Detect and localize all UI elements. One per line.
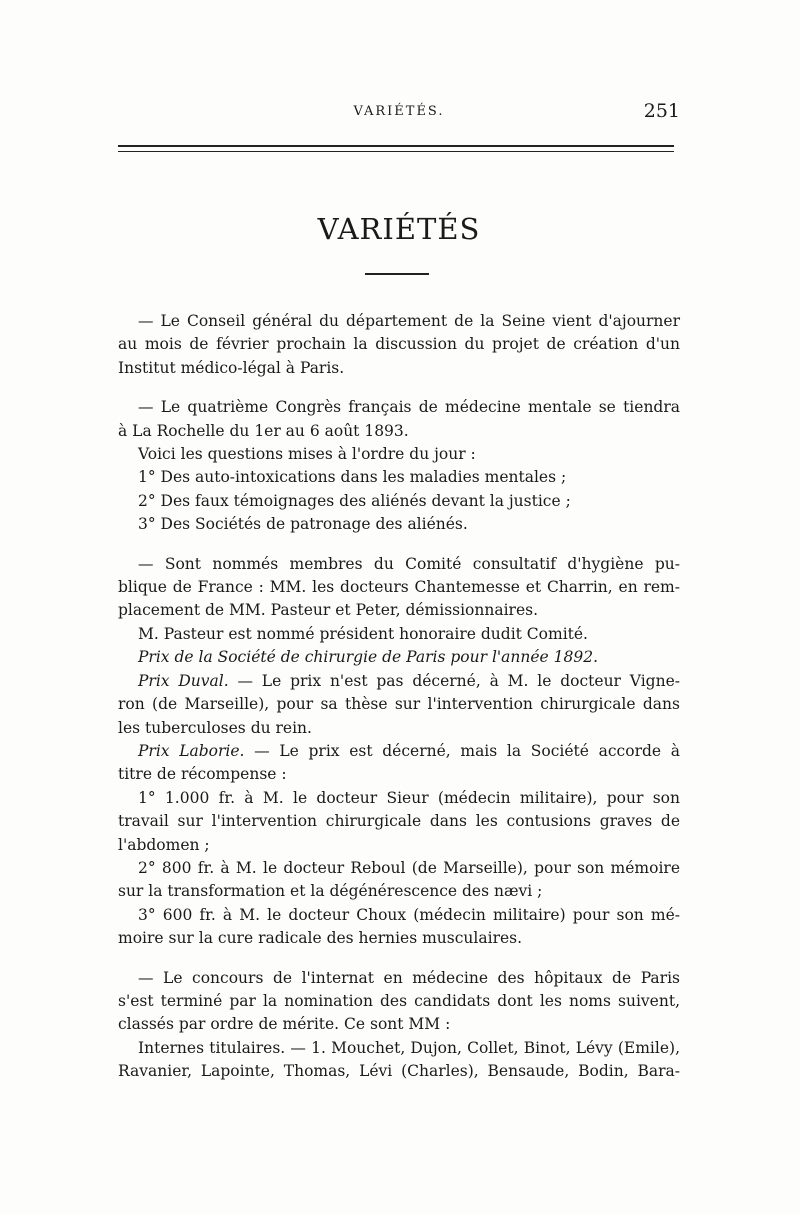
text-line: — Le quatrième Congrès français de médecine mentale se tiendra: [138, 398, 680, 417]
prize-name: Prix Duval.: [138, 671, 229, 690]
text-line: M. Pasteur est nommé président honoraire dudit Comité.: [138, 624, 588, 643]
text-line: Institut médico-légal à Paris.: [118, 358, 345, 377]
text-line: — Le concours de l'internat en médecine des hôpitaux de Paris: [138, 968, 680, 987]
text-line: blique de France : MM. les docteurs Chantemesse et Charrin, en rem-: [118, 578, 680, 597]
header-rule-thick: [118, 145, 674, 147]
prize-heading: Prix de la Société de chirurgie de Paris pour l'année 1892.: [138, 648, 599, 667]
text-fragment: — Le prix est décerné, mais la Société accorde à: [244, 741, 680, 760]
text-line: s'est terminé par la nomination des candidats dont les noms suivent,: [118, 991, 680, 1010]
text-line: à La Rochelle du 1er au 6 août 1893.: [118, 421, 409, 440]
text-line: Voici les questions mises à l'ordre du jour :: [138, 445, 476, 464]
text-line: ron (de Marseille), pour sa thèse sur l'intervention chirurgicale dans: [118, 695, 680, 714]
text-line: — Sont nommés membres du Comité consultatif d'hygiène pu-: [138, 554, 680, 573]
paragraph-internat: [118, 967, 680, 1084]
text-line: [118, 740, 680, 763]
text-line: sur la transformation et la dégénérescence des nævi ;: [118, 882, 543, 901]
text-line: 3° 600 fr. à M. le docteur Choux (médecin militaire) pour son mé-: [138, 905, 680, 924]
paragraph-conseil-general: [118, 310, 680, 380]
prize-name: Prix Laborie.: [138, 741, 245, 760]
text-line: titre de récompense :: [118, 765, 287, 784]
text-line: travail sur l'intervention chirurgicale dans les contusions graves de: [118, 812, 680, 831]
running-head: [118, 100, 680, 126]
text-line: Ravanier, Lapointe, Thomas, Lévi (Charles), Bensaude, Bodin, Bara-: [118, 1062, 680, 1081]
text-line: 1° 1.000 fr. à M. le docteur Sieur (médecin militaire), pour son: [138, 788, 680, 807]
list-item: 3° Des Sociétés de patronage des aliénés.: [138, 515, 468, 534]
text-line: moire sur la cure radicale des hernies musculaires.: [118, 929, 523, 948]
article-body: [118, 310, 680, 1084]
paragraph-comite-hygiene: [118, 553, 680, 951]
text-fragment: — Le prix n'est pas décerné, à M. le docteur Vigne-: [228, 671, 680, 690]
section-heading: VARIÉTÉS: [317, 212, 481, 246]
page-number: 251: [643, 100, 680, 122]
text-line: Internes titulaires. — 1. Mouchet, Dujon, Collet, Binot, Lévy (Emile),: [138, 1038, 680, 1057]
heading-rule: [365, 273, 429, 275]
text-line: 2° 800 fr. à M. le docteur Reboul (de Marseille), pour son mémoire: [138, 858, 680, 877]
text-line: placement de MM. Pasteur et Peter, démissionnaires.: [118, 601, 539, 620]
text-line: les tuberculoses du rein.: [118, 718, 312, 737]
header-rule-thin: [118, 151, 674, 152]
text-line: au mois de février prochain la discussion du projet de création d'un: [118, 335, 680, 354]
text-line: [118, 670, 680, 693]
list-item: 1° Des auto-intoxications dans les maladies mentales ;: [138, 468, 567, 487]
text-line: — Le Conseil général du département de la Seine vient d'ajourner: [138, 312, 680, 330]
paragraph-congres: [118, 396, 680, 536]
running-title: VARIÉTÉS.: [353, 104, 445, 119]
text-line: l'abdomen ;: [118, 835, 210, 854]
list-item: 2° Des faux témoignages des aliénés devant la justice ;: [138, 491, 571, 510]
text-line: classés par ordre de mérite. Ce sont MM :: [118, 1015, 451, 1034]
